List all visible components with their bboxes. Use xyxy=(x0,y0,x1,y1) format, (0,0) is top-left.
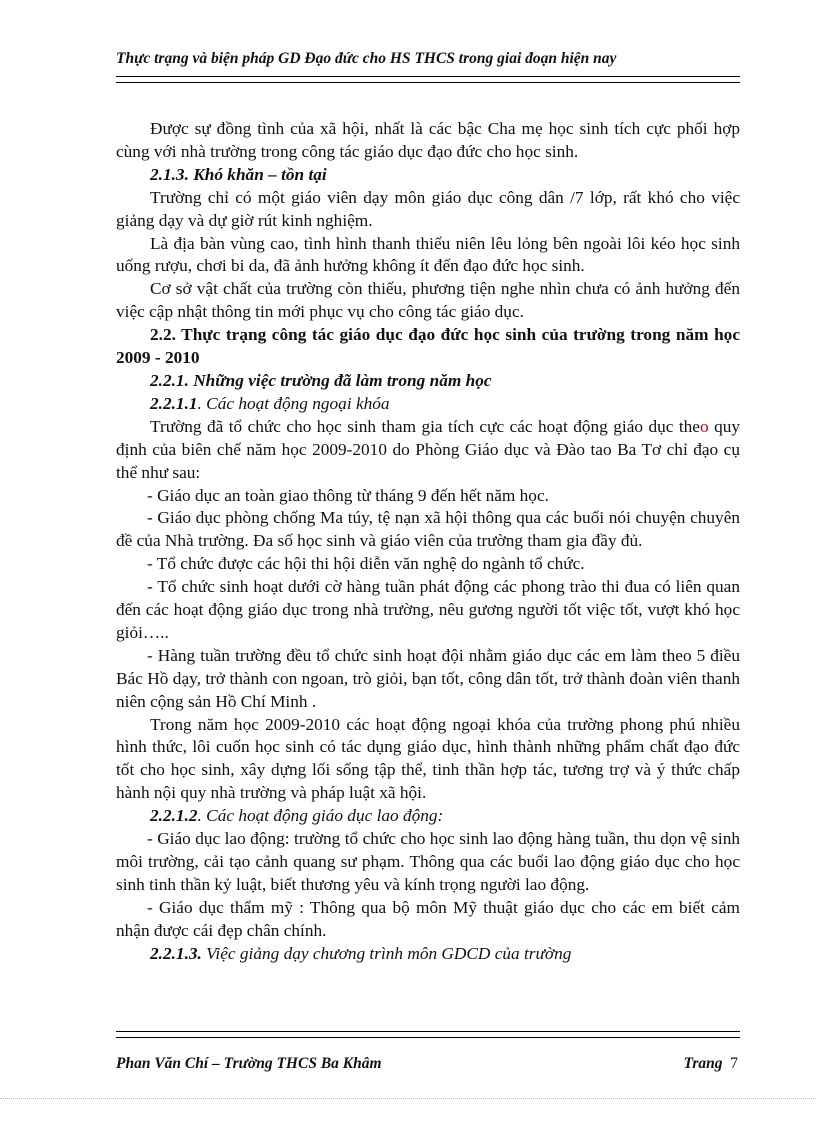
heading-number: 2.2.1.2 xyxy=(150,806,198,826)
heading-number: 2.2.1.3. xyxy=(150,943,202,963)
paragraph: Cơ sở vật chất của trường còn thiếu, phương tiện nghe nhìn chưa có ảnh hưởng đến việc cập nhật thông tin mới phục vụ cho công tác giáo dục. xyxy=(116,279,740,322)
bullet-item: - Tổ chức sinh hoạt dưới cờ hàng tuần phát động các phong trào thi đua có liên quan đến các hoạt động giáo dục trong nhà trường, nêu gương người tốt việc tốt, vượt khó học giỏi….. xyxy=(116,577,740,642)
footer-author: Phan Văn Chí – Trường THCS Ba Khâm xyxy=(116,1055,382,1072)
section-heading-2-1-3: 2.1.3. Khó khăn – tồn tại xyxy=(150,164,327,184)
section-heading-2-2: 2.2. Thực trạng công tác giáo dục đạo đức học sinh của trường trong năm học 2009 - 2010 xyxy=(116,325,740,368)
heading-text: . Các hoạt động ngoại khóa xyxy=(197,393,390,413)
paragraph-text: Trường đã tổ chức cho học sinh tham gia tích cực các hoạt động giáo dục the xyxy=(150,416,700,436)
bullet-item: - Hàng tuần trường đều tổ chức sinh hoạt đội nhằm giáo dục các em làm theo 5 điều Bác Hồ dạy, trở thành con ngoan, trò giỏi, bạn tốt, công dân tốt, trở thành đoàn viên thanh niên cộng sản Hồ Chí Minh . xyxy=(116,645,740,711)
bullet-item: - Giáo dục thẩm mỹ : Thông qua bộ môn Mỹ thuật giáo dục cho các em biết cảm nhận được cái đẹp chân chính. xyxy=(116,897,740,940)
subsection-heading-2-2-1-2 xyxy=(116,805,740,828)
heading-text: Việc giảng dạy chương trình môn GDCD của trường xyxy=(201,943,572,963)
paragraph: Là địa bàn vùng cao, tình hình thanh thiếu niên lêu lỏng bên ngoài lôi kéo học sinh uống rượu, chơi bi da, đã ảnh hưởng không ít đến đạo đức học sinh. xyxy=(116,233,740,276)
paragraph: Trong năm học 2009-2010 các hoạt động ngoại khóa của trường phong phú nhiều hình thức, lôi cuốn học sinh có tác dụng giáo dục, hình thành những phẩm chất đạo đức tốt cho học sinh, xây dựng lối sống tập thể, tinh thần hợp tác, tương trợ và ý thức chấp hành nội quy nhà trường và pháp luật xã hội. xyxy=(116,714,740,803)
footer-rule xyxy=(116,1031,740,1038)
footer-page xyxy=(683,1055,738,1073)
heading-number: 2.2.1.1 xyxy=(150,393,198,413)
heading-text: . Các hoạt động giáo dục lao động: xyxy=(197,806,444,826)
document-body xyxy=(116,118,740,966)
highlighted-letter: o xyxy=(699,416,709,436)
header-rule xyxy=(116,76,740,83)
bullet-item: - Giáo dục phòng chống Ma túy, tệ nạn xã hội thông qua các buổi nói chuyện chuyên đề của Nhà trường. Đa số học sinh và giáo viên của trường tham gia đầy đủ. xyxy=(116,508,740,551)
section-heading-2-2-1: 2.2.1. Những việc trường đã làm trong năm học xyxy=(150,370,492,390)
page-header: Thực trạng và biện pháp GD Đạo đức cho HS THCS trong giai đoạn hiện nay xyxy=(116,50,617,67)
bullet-item: - Giáo dục an toàn giao thông từ tháng 9 đến hết năm học. xyxy=(147,485,549,505)
subsection-heading-2-2-1-1 xyxy=(116,393,740,416)
paragraph: Được sự đồng tình của xã hội, nhất là các bậc Cha mẹ học sinh tích cực phối hợp cùng với nhà trường trong công tác giáo dục đạo đức cho học sinh. xyxy=(116,119,740,161)
paragraph xyxy=(116,416,740,485)
bullet-item: - Tổ chức được các hội thi hội diễn văn nghệ do ngành tổ chức. xyxy=(147,554,585,574)
paragraph: Trường chỉ có một giáo viên dạy môn giáo dục công dân /7 lớp, rất khó cho việc giảng dạy và dự giờ rút kinh nghiệm. xyxy=(116,187,740,230)
subsection-heading-2-2-1-3 xyxy=(116,943,740,966)
page-label: Trang xyxy=(683,1055,723,1072)
page-number: 7 xyxy=(730,1055,738,1072)
bullet-item: - Giáo dục lao động: trường tổ chức cho học sinh lao động hàng tuần, thu dọn vệ sinh môi trường, cải tạo cảnh quang sư phạm. Thông qua các buổi lao động giáo dục cho học sinh tinh thần kỷ luật, biết thương yêu và kính trọng người lao động. xyxy=(116,829,740,894)
paragraph-text-rest: quy định của biên chế năm học 2009-2010 do Phòng Giáo dục và Đào tao Ba Tơ chỉ đạo cụ thể như sau: xyxy=(116,416,740,482)
page-break-line xyxy=(0,1098,816,1099)
